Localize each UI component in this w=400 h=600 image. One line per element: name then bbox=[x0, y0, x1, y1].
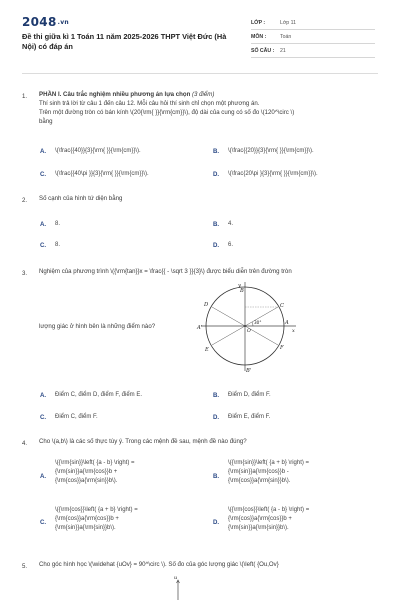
logo-text: 2048 bbox=[22, 15, 57, 29]
meta-row-subject bbox=[251, 30, 375, 44]
option-label[interactable]: B. bbox=[213, 392, 220, 399]
option-text[interactable]: Điểm C, điểm F. bbox=[55, 414, 98, 420]
option-text[interactable]: 4. bbox=[228, 221, 234, 227]
question-text: Cho góc hình học \(\widehat {uOv} = 90^\circ \). Số đo của góc lượng giác \(\left( {Ou,Ov} bbox=[39, 561, 279, 568]
option-line: {\rm{sin}}a{\rm{sin}}b\). bbox=[228, 525, 289, 531]
option-line: \({\rm{sin}}\left( {a - b} \right) = bbox=[55, 460, 135, 466]
option-line: {\rm{sin}}a{\rm{cos}}b + bbox=[55, 469, 118, 475]
meta-label: LỚP : bbox=[251, 19, 266, 26]
option-line: \({\rm{sin}}\left( {a + b} \right) = bbox=[228, 460, 310, 466]
site-logo[interactable] bbox=[22, 15, 69, 29]
question-text: Nghiệm của phương trình \({\rm{tan}}x = \frac{{ - \sqrt 3 }}{3}\) được biểu diễn trên đường tròn bbox=[39, 268, 292, 275]
section-heading-text: PHẦN I. Câu trắc nghiệm nhiều phương án lựa chọn bbox=[39, 91, 191, 98]
fig-label-c: C bbox=[280, 303, 284, 309]
question-text: Cho \(a,b\) là các số thực tùy ý. Trong các mệnh đề sau, mệnh đề nào đúng? bbox=[39, 438, 247, 445]
section-points: (3 điểm) bbox=[192, 91, 215, 98]
question-number: 3. bbox=[22, 270, 28, 277]
exam-meta-table bbox=[251, 16, 375, 58]
meta-label: SỐ CÂU : bbox=[251, 47, 275, 54]
fig-label-y: y bbox=[238, 283, 241, 289]
origin-dot bbox=[244, 325, 246, 327]
option-text[interactable] bbox=[55, 506, 138, 533]
option-text[interactable]: \(\frac{{40}}{3}{\rm{ }}{\rm{cm}}\). bbox=[55, 148, 141, 154]
option-text[interactable]: Điểm C, điểm D, điểm F, điểm E. bbox=[55, 392, 143, 398]
option-label[interactable]: B. bbox=[213, 221, 220, 228]
angle-figure bbox=[168, 572, 188, 600]
option-text[interactable]: \(\frac{{40\pi }}{3}{\rm{ }}{\rm{cm}}\). bbox=[55, 171, 149, 177]
question-number: 5. bbox=[22, 563, 28, 570]
question-text: Trên một đường tròn có bán kính \(20{\rm{ }}{\rm{cm}}\), độ dài của cung có số đo \(120^\circ \) bbox=[39, 109, 295, 116]
fig-label-f: F bbox=[280, 345, 284, 351]
option-label[interactable]: B. bbox=[213, 148, 220, 155]
option-text[interactable]: 8. bbox=[55, 242, 61, 248]
section-instruction: Thí sinh trả lời từ câu 1 đến câu 12. Mỗi câu hỏi thí sinh chỉ chọn một phương án. bbox=[39, 100, 260, 107]
fig-label-e: E bbox=[205, 347, 209, 353]
option-label[interactable]: D. bbox=[213, 171, 220, 178]
section-heading bbox=[39, 91, 214, 100]
option-text[interactable] bbox=[228, 506, 309, 533]
option-line: {\rm{cos}}a{\rm{cos}}b + bbox=[55, 516, 119, 522]
question-text: bằng bbox=[39, 118, 53, 125]
fig-label-b: B bbox=[240, 288, 244, 294]
option-line: {\rm{cos}}a{\rm{cos}}b + bbox=[228, 516, 292, 522]
fig-angle-label: 30° bbox=[254, 320, 262, 325]
option-line: {\rm{sin}}a{\rm{cos}}b - bbox=[228, 469, 289, 475]
option-text[interactable]: \(\frac{20\pi }{3}{\rm{ }}{\rm{cm}}\). bbox=[228, 171, 318, 177]
option-label[interactable]: D. bbox=[213, 414, 220, 421]
option-label[interactable]: A. bbox=[40, 148, 47, 155]
fig-label-u: u bbox=[174, 575, 178, 581]
option-label[interactable]: A. bbox=[40, 221, 47, 228]
question-text: lượng giác ở hình bên là những điểm nào? bbox=[39, 323, 156, 330]
angle-arc bbox=[252, 322, 253, 326]
option-label[interactable]: C. bbox=[40, 171, 47, 178]
fig-label-a-prime: A' bbox=[197, 325, 203, 331]
logo-suffix: .vn bbox=[57, 19, 69, 26]
meta-value: Toán bbox=[280, 33, 292, 40]
fig-label-b-prime: B' bbox=[246, 368, 252, 374]
option-label[interactable]: C. bbox=[40, 242, 47, 249]
question-number: 2. bbox=[22, 197, 28, 204]
option-text[interactable]: \(\frac{{20}}{3}{\rm{ }}{\rm{cm}}\). bbox=[228, 148, 314, 154]
option-line: \({\rm{cos}}\left( {a + b} \right) = bbox=[55, 507, 138, 513]
option-text[interactable]: 6. bbox=[228, 242, 234, 248]
option-text[interactable]: 8. bbox=[55, 221, 61, 227]
meta-row-class bbox=[251, 16, 375, 30]
unit-circle-figure bbox=[195, 279, 300, 375]
option-line: {\rm{sin}}a{\rm{sin}}b\). bbox=[55, 525, 116, 531]
meta-value: 21 bbox=[280, 47, 286, 54]
question-text: Số cạnh của hình tứ diện bằng bbox=[39, 195, 123, 202]
option-text[interactable] bbox=[228, 459, 309, 486]
option-text[interactable]: Điểm E, điểm F. bbox=[228, 414, 271, 420]
meta-row-count bbox=[251, 44, 375, 58]
option-line: {\rm{cos}}a{\rm{sin}}b\). bbox=[55, 478, 118, 484]
option-label[interactable]: B. bbox=[213, 473, 220, 480]
meta-value: Lớp 11 bbox=[280, 19, 296, 26]
option-label[interactable]: C. bbox=[40, 414, 47, 421]
fig-label-x: x bbox=[292, 328, 295, 334]
question-number: 1. bbox=[22, 93, 28, 100]
option-label[interactable]: D. bbox=[213, 519, 220, 526]
option-label[interactable]: A. bbox=[40, 473, 47, 480]
option-label[interactable]: A. bbox=[40, 392, 47, 399]
option-text[interactable] bbox=[55, 459, 135, 486]
document-title: Đề thi giữa kì 1 Toán 11 năm 2025-2026 THPT Việt Đức (Hà Nội) có đáp án bbox=[22, 32, 227, 51]
option-label[interactable]: D. bbox=[213, 242, 220, 249]
option-label[interactable]: C. bbox=[40, 519, 47, 526]
fig-label-a: A bbox=[285, 320, 289, 326]
header-divider bbox=[22, 73, 378, 74]
option-text[interactable]: Điểm D, điểm F. bbox=[228, 392, 271, 398]
option-line: {\rm{cos}}a{\rm{sin}}b\). bbox=[228, 478, 291, 484]
question-number: 4. bbox=[22, 440, 28, 447]
fig-label-d: D bbox=[204, 302, 209, 308]
meta-label: MÔN : bbox=[251, 33, 267, 40]
option-line: \({\rm{cos}}\left( {a - b} \right) = bbox=[228, 507, 310, 513]
fig-label-o: O bbox=[247, 329, 251, 334]
